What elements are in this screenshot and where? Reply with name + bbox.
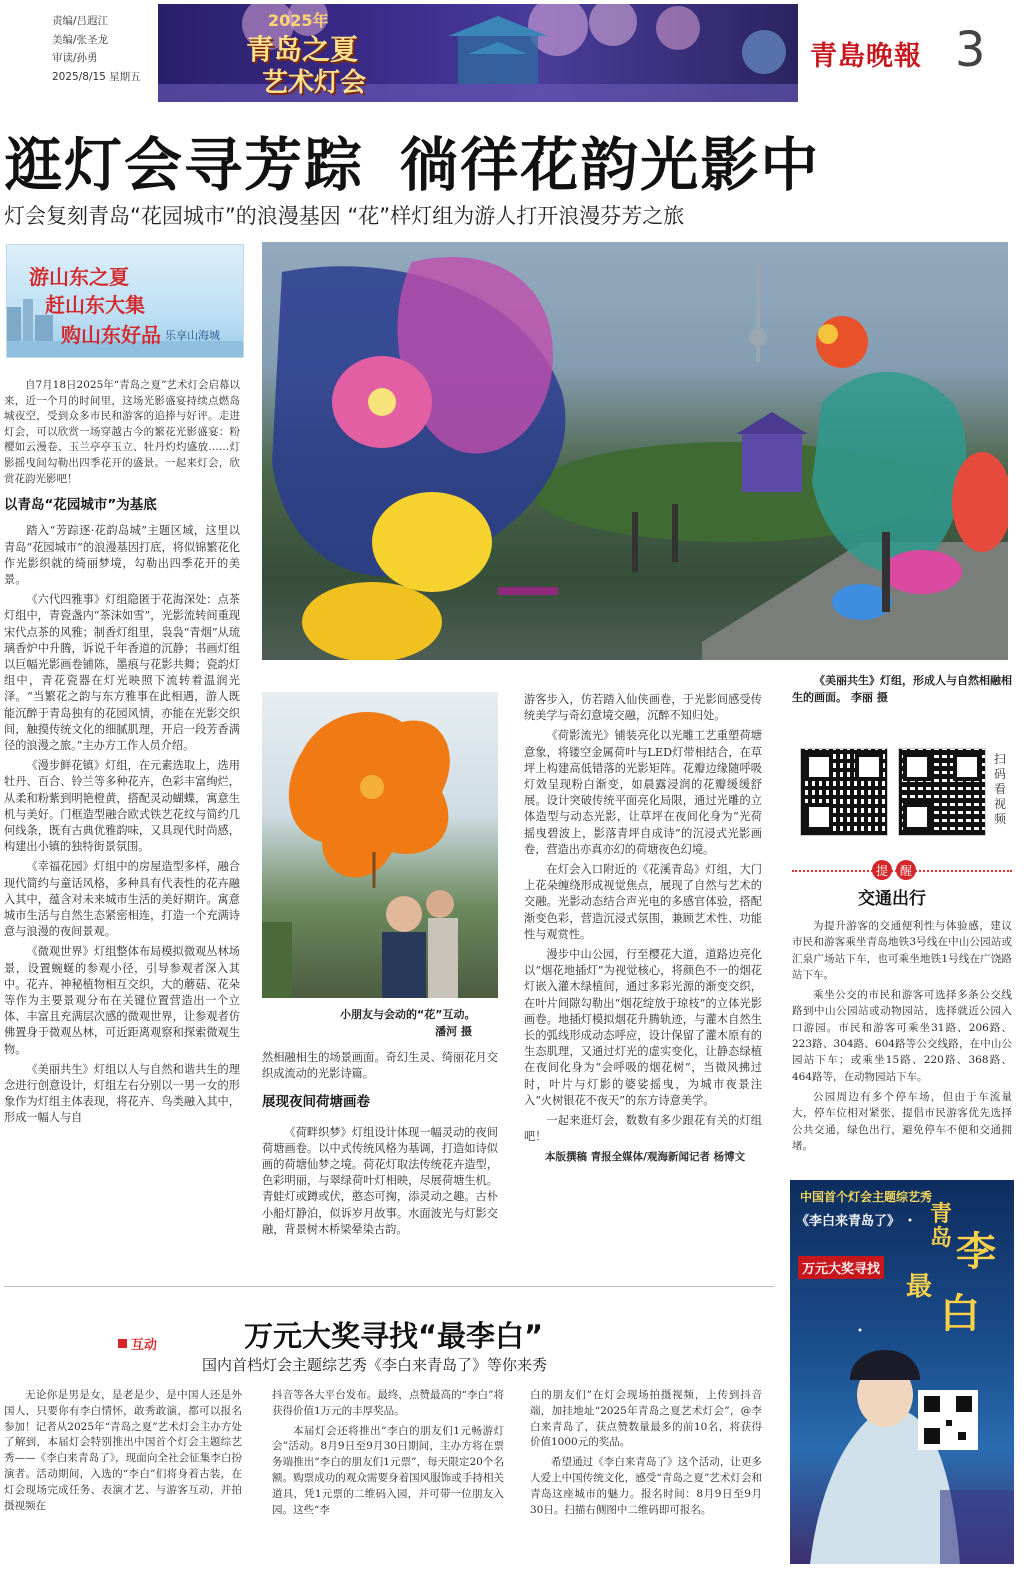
article-column-3 [524, 692, 762, 1170]
poster-top-line: 中国首个灯会主题综艺秀 [800, 1190, 933, 1204]
reminder-tag-1: 提 [872, 860, 892, 880]
poster-big-3: 李 [956, 1228, 996, 1275]
byline: 本版撰稿 青报全媒体/观海新闻记者 杨博文 [545, 1151, 746, 1164]
subheadline: 灯会复刻青岛“花园城市”的浪漫基因 “花”样灯组为游人打开浪漫芬芳之旅 [4, 204, 685, 228]
qr-code-left[interactable] [800, 748, 888, 836]
poster-big-4: 白 [940, 1290, 980, 1337]
article-column-1 [4, 378, 240, 1131]
bottom-column-3 [530, 1388, 762, 1522]
headline: 逛灯会寻芳踪 徜徉花韵光影中 [4, 131, 821, 199]
flower-lantern-art [262, 692, 498, 998]
col1-paragraph-2: 《六代四雅事》灯组隐匿于花海深处：点茶灯组中，青瓷盏内“茶沫如雪”，光影流转间重现宋代点茶的风雅；制香灯组里，袅袅“青烟”从琉璃香炉中升腾，诉说千年香道的沉静；书画灯组以巨幅光影画卷铺陈，墨痕与花影共舞；瓷韵灯组中，青花瓷器在灯光映照下流转着温润光泽。“当繁花之韵与东方雅事在此相遇，游人既能沉醉于青岛独有的花园风情，亦能在光影交织间，触摸传统文化的细腻肌理，开启一段芳香满径的浪漫之旅。”主办方工作人员介绍。 [4, 593, 240, 752]
newspaper-logo: 青島晚報 [810, 41, 922, 72]
main-photo-credit: 李丽 摄 [851, 691, 888, 704]
bottom-column-1 [4, 1388, 242, 1518]
reminder-tag-2: 醒 [896, 860, 916, 880]
reminder-body [792, 918, 1012, 1158]
editor: 责编/吕遐江 [52, 15, 109, 27]
bottom-col2-paragraph-1: 抖音等各大平台发布。最终，点赞最高的“李白”将获得价值1万元的丰厚奖品。 [272, 1389, 504, 1417]
bottom-col2-paragraph-2: 本届灯会还将推出“李白的朋友们1元畅游灯会”活动。8月9日至9月30日期间，主办方将在票务端推出“李白的朋友们1元票”，每天限定20个名额。购票成功的观众需要身着国风服饰或手持相关道具，凭1元票的二维码入园，并可带一位朋友入园。这些“李 [272, 1424, 504, 1516]
promo-line1: 游山东之夏 [29, 265, 129, 289]
poster-show-name: 《李白来青岛了》 [796, 1214, 901, 1229]
poster-reward: 万元大奖寻找 [798, 1256, 884, 1279]
qr-code-right[interactable] [898, 748, 986, 836]
col2-paragraph-2: 《荷畔织梦》灯组设计体现一幅灵动的夜间荷塘画卷。以中式传统风格为基调，打造如诗似画的荷塘仙梦之境。荷花灯取法传统花卉造型，色彩明丽，与翠绿荷叶灯相映，尽展荷塘生机。青蛙灯或蹲或伏，憨态可掬，添灵动之趣。古朴小船灯静泊，似诉岁月故事。水面波光与灯影交融，背景树木桥梁晕染古韵。 [262, 1125, 498, 1236]
col1-paragraph-6: 《美丽共生》灯组以人与自然和谐共生的理念进行创意设计，灯组左右分别以一男一女的形象作为灯组主体表现，将花卉、鸟类融入其中，形成一幅人与自 [4, 1062, 240, 1125]
bottom-col1-paragraph: 无论你是男是女，是老是少，是中国人还是外国人，只要你有李白情怀，敢秀敢演，都可以报名参加！记者从2025年“青岛之夏”艺术灯会主办方处了解到，本届灯会特别推出中国首个灯会主题综艺秀——《李白来青岛了》，现面向全社会征集李白扮演者。活动期间，入选的“李白”们将身着古装，在灯会现场完成任务、表演才艺、与游客互动，并拍摄视频在 [4, 1389, 242, 1512]
col3-paragraph-1: 游客步入，仿若踏入仙侠画卷，于光影间感受传统美学与奇幻意境交融，沉醉不知归处。 [524, 693, 762, 723]
reviewer: 审读/孙勇 [52, 52, 98, 64]
bottom-section-rule [4, 1286, 774, 1287]
designer: 美编/张圣龙 [52, 33, 109, 46]
second-photo-credit: 潘河 摄 [435, 1025, 472, 1038]
bottom-subtitle: 国内首档灯会主题综艺秀《李白来青岛了》等你来秀 [202, 1356, 548, 1374]
reminder-tag [872, 860, 916, 880]
col3-paragraph-4: 漫步中山公园，行至樱花大道，道路边亮化以“烟花地插灯”为视觉核心，将颜色不一的烟花灯嵌入灌木绿植间，通过多彩光源的渐变交织，在叶片间隙勾勒出“烟花绽放于琼枝”的立体光影画卷。地插灯模拟烟花升腾轨迹，与灌木自然生长的弧线形成动态呼应，设计保留了灌木原有的生态肌理，又通过灯光的虚实变化，让静态绿植在夜间化身为“会呼吸的烟花树”，当微风拂过时，叶片与灯影的婆娑摇曳，为城市夜景注入“火树银花不夜天”的东方诗意美学。 [524, 948, 762, 1107]
lantern-scene [262, 242, 1008, 660]
col3-paragraph-2: 《荷影流光》铺装亮化以光雕工艺重塑荷塘意象，将镂空金属荷叶与LED灯带相结合，在草坪上构建高低错落的光影矩阵。花瓣边缘随呼吸灯效呈现粉白渐变，如晨露浸润的花瓣缓缓舒展。设计突破传统平面亮化局限，通过光雕的立体造型与动态光影，让草坪在夜间化身为“光荷摇曳碧波上，影落青坪自成诗”的沉浸式光影画卷，营造出亦真亦幻的荷塘夜色幻境。 [524, 729, 762, 856]
section-title-1: 以青岛“花园城市”为基底 [4, 497, 157, 514]
banner-title-line1: 青岛之夏 [246, 33, 359, 66]
qr-label: 扫码看视频 [994, 752, 1007, 826]
li-bai-poster [790, 1180, 1014, 1564]
second-photo-caption-text: 小朋友与会动的“花”互动。 [340, 1008, 476, 1021]
col1-paragraph-1: 踏入“芳踪逐·花韵岛城”主题区域，这里以青岛“花园城市”的浪漫基因打底，将似锦繁花化作光影织就的绮丽梦境，勾勒出四季花开的美景。 [4, 524, 240, 586]
bottom-title: 万元大奖寻找“最李白” [244, 1319, 544, 1353]
section-title-2: 展现夜间荷塘画卷 [262, 1094, 370, 1111]
main-photo-caption [792, 672, 1012, 706]
reminder-title: 交通出行 [858, 889, 926, 909]
bottom-col3-paragraph-2: 希望通过《李白来青岛了》这个活动，让更多人爱上中国传统文化，感受“青岛之夏”艺术灯会和青岛这座城市的魅力。报名时间：8月9日至9月30日。扫描右侧图中二维码即可报名。 [530, 1456, 762, 1516]
col3-paragraph-5: 一起来逛灯会，数数有多少跟花有关的灯组吧！ [524, 1114, 762, 1144]
interaction-tag [118, 1334, 157, 1353]
bottom-col3-paragraph-1: 白的朋友们”在灯会现场拍摄视频，上传到抖音端，加挂地址“2025年青岛之夏艺术灯会”，@李白来青岛了，获点赞数量最多的前10名，将获得价值1000元的奖品。 [530, 1389, 762, 1449]
festival-banner [158, 4, 798, 102]
second-photo [262, 692, 498, 998]
col3-paragraph-3: 在灯会入口附近的《花溪青岛》灯组，大门上花朵缠绕形成视觉焦点，展现了自然与艺术的交融。光影动态结合声光电的多感官体验，搭配渐变色彩，营造沉浸式氛围，兼顾艺术性、功能性与观赏性。 [524, 863, 762, 941]
col1-paragraph-4: 《幸福花园》灯组中的房屋造型多样，融合现代简约与童话风格，多种具有代表性的花卉融入其中，蕴含对未来城市生活的美好期许。寓意城市生活与自然生态紧密相连，打造一个充满诗意与浪漫的夜间景观。 [4, 860, 240, 939]
page-number: 3 [955, 22, 986, 78]
article-column-2 [262, 1050, 498, 1242]
banner-title-line2: 艺术灯会 [262, 68, 367, 98]
poster-big-1: 青岛 [930, 1201, 953, 1251]
reminder-paragraph-1: 为提升游客的交通便利性与体验感，建议市民和游客乘坐青岛地铁3号线在中山公园站或汇泉广场站下车，也可乘坐地铁1号线在广饶路站下车。 [792, 920, 1012, 981]
reminder-paragraph-3: 公园周边有多个停车场，但由于车流量大，停车位相对紧张，提倡市民游客优先选择公共交通，绿色出行，避免停车不便和交通拥堵。 [792, 1090, 1012, 1152]
main-photo [262, 242, 1008, 660]
article-lead: 自7月18日2025年“青岛之夏”艺术灯会启幕以来，近一个月的时间里，这场光影盛宴持续点燃岛城夜空，受到众多市民和游客的追捧与好评。走进灯会，可以欣赏一场穿越古今的繁花光影盛宴：粉樱如云漫卷、玉兰亭亭玉立、牡丹灼灼盛放……灯影摇曳间勾勒出四季花开的盛景。一起来灯会，欣赏花韵光影吧！ [4, 379, 240, 485]
promo-line2: 赶山东大集 [45, 293, 145, 317]
tag-square-icon [118, 1339, 127, 1348]
promo-tag: 乐享山海城 [165, 329, 220, 342]
editor-credits [52, 12, 152, 86]
poster-big-2: 最 [906, 1272, 933, 1302]
second-photo-caption [340, 1006, 500, 1040]
promo-line3: 购山东好品 [61, 323, 161, 347]
banner-year: 2025年 [268, 11, 329, 30]
promo-box [6, 244, 244, 358]
col1-paragraph-3: 《漫步鲜花镇》灯组，在元素选取上，选用牡丹、百合、铃兰等多种花卉，色彩丰富绚烂，从柔和粉紫到明艳橙黄，搭配灵动蝴蝶，寓意生机与美好。门框造型融合欧式铁艺花纹与简约几何线条，既有古典优雅韵味，又具现代时尚感，构建出小镇的独特街景氛围。 [4, 759, 240, 854]
main-photo-caption-text: 《美丽共生》灯组，形成人与自然相融相生的画面。 [792, 674, 1012, 704]
reminder-paragraph-2: 乘坐公交的市民和游客可选择多条公交线路到中山公园站或动物园站，选择就近公园入口游园。市民和游客可乘坐31路、206路、223路、304路、604路等公交线路，在中山公园站下车；或乘坐15路、220路、368路、464路等，在动物园站下车。 [792, 989, 1012, 1083]
col1-paragraph-5: 《微观世界》灯组整体布局模拟微观丛林场景，设置蜿蜒的参观小径，引导参观者深入其中。花卉、神秘植物相互交织，大的蘑菇、花朵等作为主要景观分布在关键位置营造出一个立体、丰富且充满层次感的微观世界，让参观者仿佛置身于微观丛林，可近距离观察和探索微观生物。 [4, 945, 240, 1056]
col2-paragraph-1: 然相融相生的场景画面。奇幻生灵、绮丽花月交织成流动的光影诗篇。 [262, 1051, 498, 1081]
issue-date: 2025/8/15 星期五 [52, 70, 141, 83]
interaction-tag-label: 互动 [131, 1338, 158, 1353]
bottom-column-2 [272, 1388, 504, 1522]
